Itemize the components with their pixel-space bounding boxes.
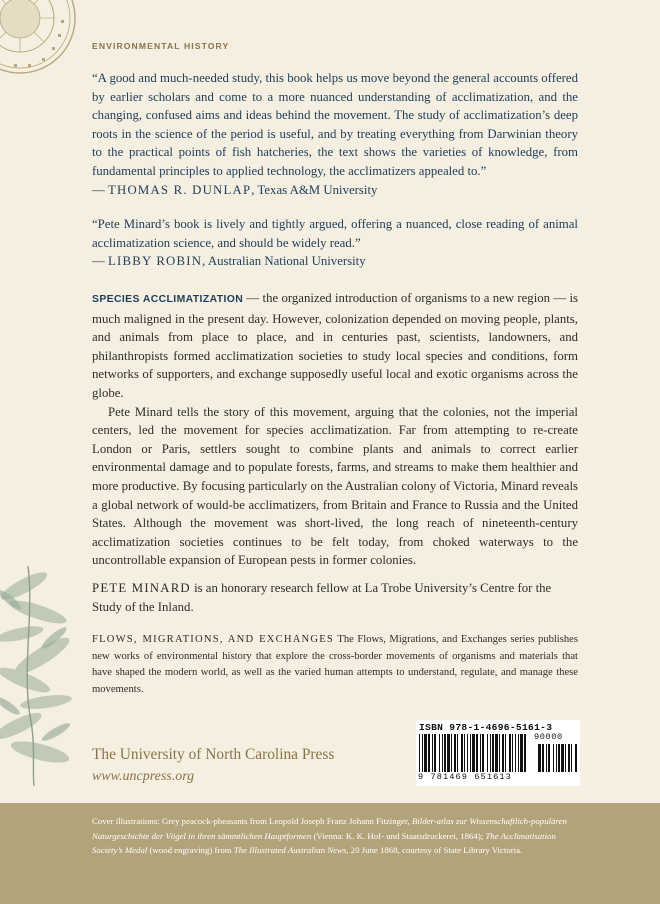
barcode-addon-bar bbox=[565, 744, 566, 772]
cover-credits-band bbox=[0, 803, 660, 904]
barcode-bar bbox=[447, 734, 450, 772]
author-name: PETE MINARD bbox=[92, 581, 191, 595]
barcode-digits: 9 781469 651613 bbox=[418, 772, 512, 782]
barcode-bar bbox=[439, 734, 440, 772]
barcode-bar bbox=[518, 734, 519, 772]
barcode-bar bbox=[470, 734, 471, 772]
barcode-bar bbox=[451, 734, 452, 772]
endorsement-quote bbox=[92, 69, 578, 199]
barcode-addon-bar bbox=[548, 744, 550, 772]
barcode-bar bbox=[490, 734, 491, 772]
plant-illustration bbox=[0, 556, 82, 786]
isbn-text: ISBN 978-1-4696-5161-3 bbox=[419, 722, 553, 733]
series-name: FLOWS, MIGRATIONS, AND EXCHANGES bbox=[92, 634, 335, 645]
barcode-bar bbox=[457, 734, 458, 772]
barcode-bar bbox=[464, 734, 465, 772]
barcode-bar bbox=[520, 734, 523, 772]
book-description bbox=[92, 289, 578, 570]
barcode-bar bbox=[492, 734, 494, 772]
barcode-bar bbox=[515, 734, 516, 772]
barcode-bar bbox=[467, 734, 468, 772]
publisher-url: www.uncpress.org bbox=[92, 769, 195, 784]
reviewer-affiliation: , Australian National University bbox=[202, 254, 366, 269]
barcode-bar bbox=[434, 734, 436, 772]
barcode-bar bbox=[476, 734, 478, 772]
barcode-bar bbox=[482, 734, 484, 772]
series-note: FLOWS, MIGRATIONS, AND EXCHANGES The Flows, Migrations, and Exchanges series publishes new works of environmental history that explore the cross-border movements of organisms and materials that have shaped the modern world, as well as the varied human attempts to understand, regulate, and manage these movements. bbox=[92, 634, 578, 695]
category-label: ENVIRONMENTAL HISTORY bbox=[92, 41, 230, 51]
barcode-bar bbox=[495, 734, 498, 772]
barcode-addon-bar bbox=[553, 744, 554, 772]
barcode-addon-bar bbox=[575, 744, 577, 772]
quote-text: “A good and much-needed study, this book helps us move beyond the general accounts offered by earlier scholars and come to a more nuanced understanding of acclimatization, and the changing, confused aims and ideas behind the movement. The study of acclimatization’s deep roots in the science of the period is useful, and by treating everything from Darwinian theory to the practical points of fish hatcheries, the text shows the varieties of knowledge, from fundamental principles to applied technology, the acclimatizers appealed to.” bbox=[92, 71, 578, 178]
isbn-barcode bbox=[416, 720, 580, 786]
endorsement-quote bbox=[92, 215, 578, 271]
barcode-addon-bar bbox=[558, 744, 560, 772]
description-paragraph: Pete Minard tells the story of this movement, arguing that the colonies, not the imperial centers, led the movement for species acclimatization. Far from attempting to re-create London or Paris, settlers sought to combine plants and animals to correct earlier environmental damage and to populate forests, farms, and streams to make them healthier and more productive. By focusing particularly on the Australian colony of Victoria, Minard reveals a global network of would-be acclimatizers, from Britain and France to Russia and the United States. Although the movement was short-lived, the long reach of nineteenth-century acclimatization societies continues to be felt today, from choked waterways to the uncontrollable expansion of European pests in former colonies. bbox=[92, 404, 578, 568]
barcode-bar bbox=[424, 734, 427, 772]
reviewer-name: THOMAS R. DUNLAP bbox=[108, 182, 252, 197]
barcode-bar bbox=[509, 734, 511, 772]
barcode-addon-digits: 90000 bbox=[534, 732, 563, 742]
barcode-bar bbox=[442, 734, 443, 772]
barcode-bar bbox=[454, 734, 456, 772]
reviewer-affiliation: , Texas A&M University bbox=[251, 182, 378, 197]
barcode-bar bbox=[432, 734, 433, 772]
barcode-bar bbox=[428, 734, 430, 772]
barcode-addon-bar bbox=[561, 744, 564, 772]
barcode-addon-bar bbox=[542, 744, 544, 772]
barcode-bar bbox=[422, 734, 423, 772]
barcode-addon-bar bbox=[546, 744, 547, 772]
barcode-addon-bar bbox=[571, 744, 572, 772]
cover-credits: Cover illustrations: Grey peacock-pheasants from Leopold Joseph Franz Johann Fitzinger, Bilder-atlas zur Wissenschaftlich-populären Naturgeschichte der Vögel in ihren sämmtlichen Hauptformen (Vienna: K. K. Hof- und Staatsdruckerei, 1864); The Acclimatisation Society’s Medal (wood engraving) from The Illustrated Australian News, 20 June 1868, courtesy of State Library Victoria. bbox=[92, 816, 567, 856]
author-bio: PETE MINARD is an honorary research fellow at La Trobe University’s Centre for the Study of the Inland. bbox=[92, 581, 552, 614]
medal-seal-illustration bbox=[0, 0, 78, 76]
barcode-bar bbox=[502, 734, 504, 772]
barcode-bar bbox=[472, 734, 475, 772]
barcode-bar bbox=[419, 734, 420, 772]
barcode-bar bbox=[505, 734, 506, 772]
barcode-bar bbox=[487, 734, 488, 772]
quote-attribution: — THOMAS R. DUNLAP, Texas A&M University bbox=[92, 182, 378, 197]
quote-attribution: — LIBBY ROBIN, Australian National University bbox=[92, 254, 366, 269]
description-paragraph: SPECIES ACCLIMATIZATION — the organized introduction of organisms to a new region — is much maligned in the present day. However, colonization depended on moving people, plants, and animals from place to place, and in centuries past, scientists, landowners, and philanthropists formed acclimatization societies to study local species and conditions, form networks of supporters, and exchange supposedly useful local and exotic organisms across the globe. bbox=[92, 291, 579, 400]
barcode-bar bbox=[512, 734, 513, 772]
barcode-addon-bar bbox=[538, 744, 541, 772]
barcode-bar bbox=[524, 734, 526, 772]
barcode-bar bbox=[499, 734, 500, 772]
barcode-addon-bar bbox=[568, 744, 570, 772]
quote-text: “Pete Minard’s book is lively and tightly argued, offering a nuanced, close reading of animal acclimatization science, and should be widely read.” bbox=[92, 217, 578, 250]
barcode-bar bbox=[461, 734, 463, 772]
reviewer-name: LIBBY ROBIN bbox=[108, 254, 203, 269]
barcode-bar bbox=[480, 734, 481, 772]
description-lead: SPECIES ACCLIMATIZATION bbox=[92, 294, 244, 305]
publisher-name: The University of North Carolina Press bbox=[92, 746, 335, 763]
barcode-bar bbox=[444, 734, 446, 772]
barcode-addon-bar bbox=[556, 744, 557, 772]
